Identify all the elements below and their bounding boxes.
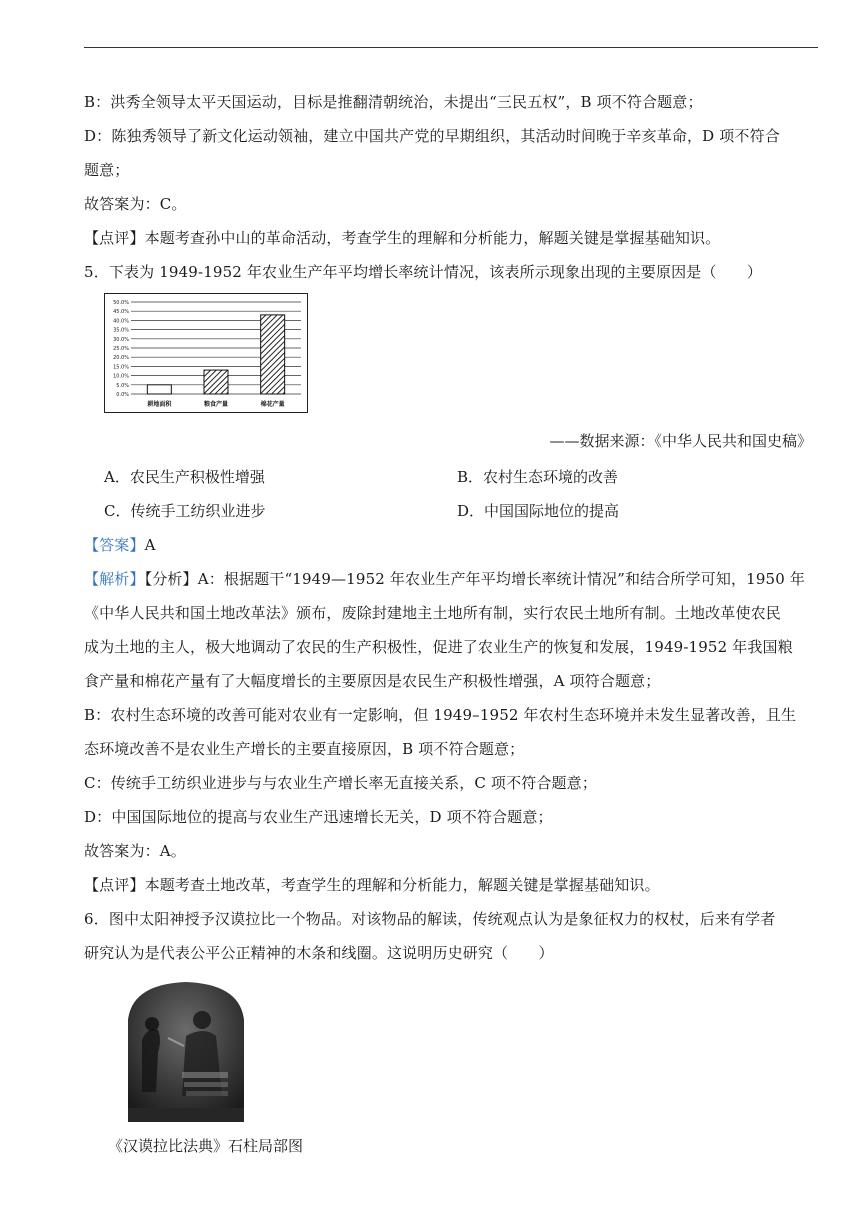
image-caption: 《汉谟拉比法典》石柱局部图 bbox=[108, 1137, 304, 1155]
option-b-explanation: B：洪秀全领导太平天国运动，目标是推翻清朝统治，未提出“三民五权”，B 项不符合题意； bbox=[84, 93, 703, 111]
data-source: ——数据来源：《中华人民共和国史稿》 bbox=[549, 432, 812, 450]
y-tick-label: 5.0% bbox=[116, 382, 129, 389]
y-tick-label: 25.0% bbox=[113, 346, 129, 352]
answer-statement-q5: 故答案为：A。 bbox=[84, 842, 186, 860]
option-d-explanation-line2: 题意； bbox=[84, 161, 130, 179]
comment-tag: 【点评】 bbox=[84, 876, 145, 894]
y-tick-label: 45.0% bbox=[113, 309, 129, 316]
comment-q5 bbox=[84, 875, 660, 895]
header-rule bbox=[84, 47, 818, 48]
answer-value: A bbox=[144, 536, 156, 554]
analysis-line4: 食产量和棉花产量有了大幅度增长的主要原因是农民生产积极性增强，A 项符合题意； bbox=[84, 672, 661, 690]
y-tick-label: 30.0% bbox=[113, 336, 129, 343]
y-tick-label: 35.0% bbox=[113, 327, 129, 334]
y-tick-label: 0.0% bbox=[116, 392, 129, 398]
question-6-line2: 研究认为是代表公平公正精神的木条和线圈。这说明历史研究（ ） bbox=[84, 944, 554, 962]
bar-1 bbox=[147, 385, 171, 394]
option-c-analysis: C：传统手工纺织业进步与与农业生产增长率无直接关系，C 项不符合题意； bbox=[84, 774, 597, 792]
option-b-analysis-line1: B：农村生态环境的改善可能对农业有一定影响，但 1949–1952 年农村生态环境并未发生显著改善，且生 bbox=[84, 706, 797, 724]
x-tick-label: 粮食产量 bbox=[203, 401, 229, 408]
hammurabi-stele-image bbox=[122, 980, 250, 1122]
growth-bar-chart bbox=[104, 293, 308, 413]
y-tick-label: 15.0% bbox=[113, 364, 129, 371]
analysis-line3: 成为土地的主人，极大地调动了农民的生产积极性，促进了农业生产的恢复和发展，1949-1952 年我国粮 bbox=[84, 638, 793, 656]
analysis-text: 【分析】A：根据题干“1949—1952 年农业生产年平均增长率统计情况”和结合所学可知，1950 年 bbox=[144, 570, 805, 588]
analysis-line1 bbox=[84, 569, 805, 589]
analysis-tag: 【解析】 bbox=[84, 570, 145, 588]
answer-statement-q4: 故答案为：C。 bbox=[84, 195, 187, 213]
comment-text: 本题考查孙中山的革命活动，考查学生的理解和分析能力，解题关键是掌握基础知识。 bbox=[144, 229, 721, 247]
option-b-analysis-line2: 态环境改善不是农业生产增长的主要直接原因，B 项不符合题意； bbox=[84, 740, 525, 758]
comment-q4 bbox=[84, 228, 720, 248]
answer-q5 bbox=[84, 535, 156, 555]
comment-text: 本题考查土地改革，考查学生的理解和分析能力，解题关键是掌握基础知识。 bbox=[144, 876, 660, 894]
question-5: 5．下表为 1949-1952 年农业生产年平均增长率统计情况，该表所示现象出现的主要原因是（ ） bbox=[84, 263, 762, 281]
option-a: A．农民生产积极性增强 bbox=[104, 468, 265, 486]
bar-3 bbox=[261, 315, 285, 394]
x-tick-label: 耕地面积 bbox=[147, 401, 172, 408]
y-tick-label: 20.0% bbox=[113, 355, 129, 362]
answer-tag: 【答案】 bbox=[84, 536, 145, 554]
option-d: D．中国国际地位的提高 bbox=[457, 502, 620, 520]
option-b: B．农村生态环境的改善 bbox=[457, 468, 619, 486]
x-tick-label: 棉花产量 bbox=[260, 401, 285, 408]
option-d-analysis: D：中国国际地位的提高与农业生产迅速增长无关，D 项不符合题意； bbox=[84, 808, 553, 826]
chart-canvas bbox=[105, 294, 309, 414]
analysis-line2: 《中华人民共和国土地改革法》颁布，废除封建地主土地所有制，实行农民土地所有制。土地改革使农民 bbox=[84, 604, 781, 622]
y-tick-label: 50.0% bbox=[113, 300, 129, 306]
bar-2 bbox=[204, 370, 228, 394]
option-d-explanation-line1: D：陈独秀领导了新文化运动领袖，建立中国共产党的早期组织，其活动时间晚于辛亥革命，D 项不符合 bbox=[84, 127, 780, 145]
y-tick-label: 40.0% bbox=[113, 318, 129, 325]
question-6-line1: 6．图中太阳神授予汉谟拉比一个物品。对该物品的解读，传统观点认为是象征权力的权杖，后来有学者 bbox=[84, 910, 776, 928]
comment-tag: 【点评】 bbox=[84, 229, 145, 247]
option-c: C．传统手工纺织业进步 bbox=[104, 502, 266, 520]
y-tick-label: 10.0% bbox=[113, 373, 129, 380]
